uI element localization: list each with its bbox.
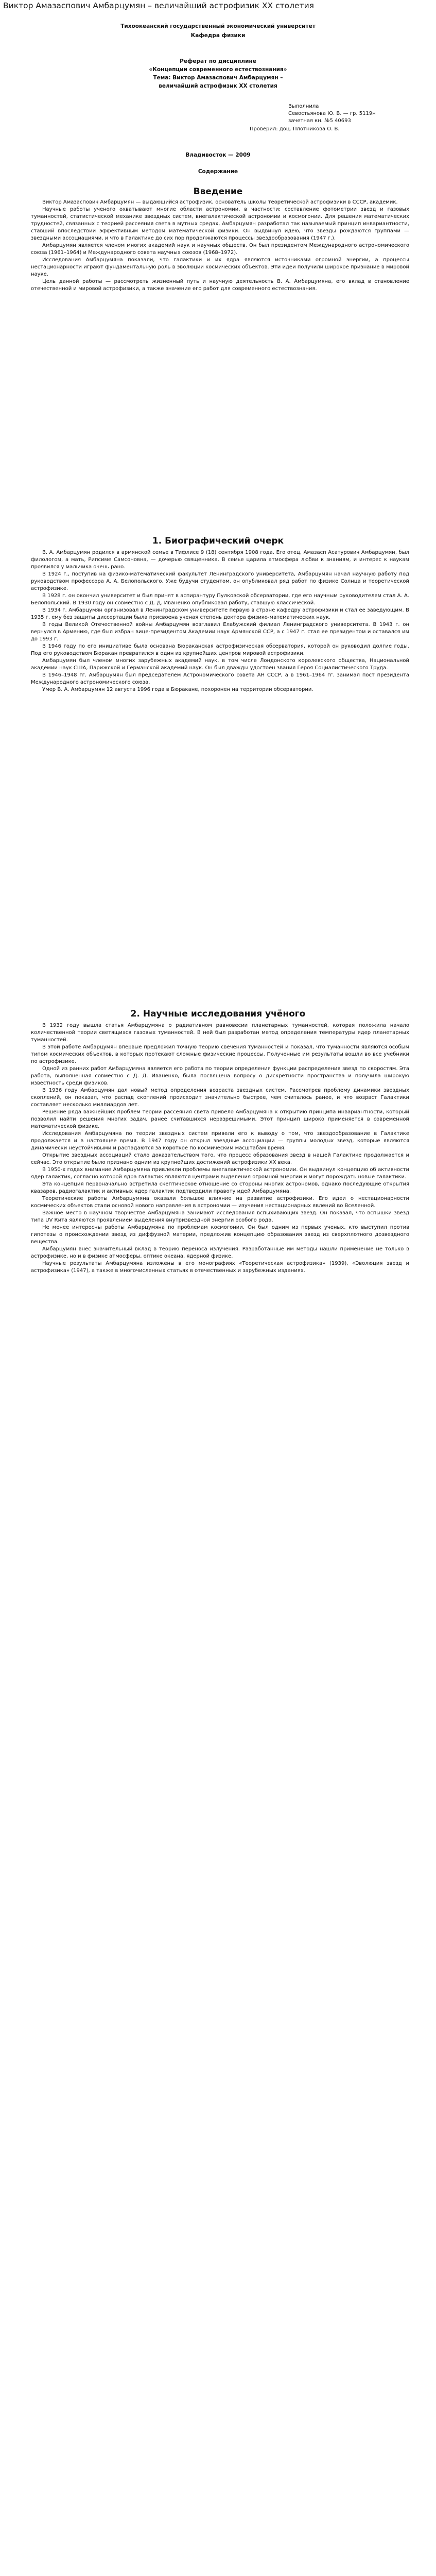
discipline-name: «Концепции современного естествознания» [149,66,287,73]
essay-label: Реферат по дисциплине [180,58,256,64]
toc-title: Содержание [198,168,238,175]
paragraph: Амбарцумян является членом многих академий наук и научных обществ. Он был президентом Международного астрономического союза (1961–1964) и Международного совета научных союзов (1968–1972). [31,243,409,256]
paragraph: Эта концепция первоначально встретила скептическое отношение со стороны многих астрономов, однако последующие открытия квазаров, радиогалактик и активных ядер галактик подтвердили правоту идей Амбарцумяна. [31,1181,409,1194]
topic-line-1: Тема: Виктор Амазаспович Амбарцумян – [153,75,283,81]
paragraph: В 1934 г. Амбарцумян организовал в Ленинградском университете первую в стране кафедру астрофизики и стал ее заведующим. В 1935 г. ему без защиты диссертации была присвоена ученая степень доктора физико-математических наук. [31,607,409,620]
paragraph: Решение ряда важнейших проблем теории рассеяния света привело Амбарцумяна к открытию принципа инвариантности, который позволил найти решения многих задач, ранее считавшихся неразрешимыми. Этот принцип широко применяется в современной математической физике. [31,1109,409,1129]
paragraph: Цель данной работы — рассмотреть жизненный путь и научную деятельность В. А. Амбарцумяна, его вклад в становление отечественной и мировой астрофизики, а также значение его работ для современного естествознания. [31,279,409,292]
checker-name: Проверил: доц. Плотникова О. В. [250,126,340,132]
section-body-bio [31,549,409,693]
paragraph: Не менее интересны работы Амбарцумяна по проблемам космогонии. Он был одним из первых ученых, кто выступил против гипотезы о происхождении звезд из диффузной материи, предложив концепцию образования звезд из сверхплотного дозвездного вещества. [31,1225,409,1245]
section-heading-intro: Введение [193,187,243,197]
author-header: Выполнила [288,104,319,109]
paragraph: В 1936 году Амбарцумян дал новый метод определения возраста звездных систем. Рассмотрев проблему динамики звездных скоплений, он показал, что распад скоплений происходит значительно быстрее, чем считалось ранее, и что возраст Галактики составляет несколько миллиардов лет. [31,1088,409,1108]
paragraph: Важное место в научном творчестве Амбарцумяна занимают исследования вспыхивающих звезд. Он показал, что вспышки звезд типа UV Кита являются проявлением выделения внутризвездной энергии особого рода. [31,1210,409,1223]
paragraph: В 1946–1948 гг. Амбарцумян был председателем Астрономического совета АН СССР, а в 1961–1964 гг. занимал пост президента Международного астрономического союза. [31,672,409,685]
paragraph: В. А. Амбарцумян родился в армянской семье в Тифлисе 9 (18) сентября 1908 года. Его отец, Амазасп Асатурович Амбарцумян, был филологом, а мать, Рипсиме Самсоновна, — дочерью священника. В семье царила атмосфера любви к знаниям, и интерес к наукам проявился у мальчика очень рано. [31,550,409,570]
paragraph: Научные результаты Амбарцумяна изложены в его монографиях «Теоретическая астрофизика» (1939), «Эволюция звезд и астрофизика» (1947), а также в многочисленных статьях в отечественных и зарубежных изданиях. [31,1261,409,1274]
section-body-research [31,1022,409,1275]
city-year: Владивосток — 2009 [185,152,251,158]
paragraph: Умер В. А. Амбарцумян 12 августа 1996 года в Бюракане, похоронен на территории обсерватории. [42,687,313,692]
paragraph: Амбарцумян внес значительный вклад в теорию переноса излучения. Разработанные им методы нашли применение не только в астрофизике, но и в физике атмосферы, оптике океана, ядерной физике. [31,1246,409,1259]
paragraph: Теоретические работы Амбарцумяна оказали большое влияние на развитие астрофизики. Его идеи о нестационарности космических объектов стали основой нового направления в астрономии — изучения нестационарных явлений во Вселенной. [31,1196,409,1209]
paragraph: В этой работе Амбарцумян впервые предложил точную теорию свечения туманностей и показал, что туманности являются особым типом космических объектов, в которых протекают сложные физические процессы. Полученные им результаты вошли во все учебники по астрофизике. [31,1044,409,1064]
topic-line-2: величайший астрофизик ХХ столетия [159,83,277,89]
paragraph: В 1950-х годах внимание Амбарцумяна привлекли проблемы внегалактической астрономии. Он выдвинул концепцию об активности ядер галактик, согласно которой ядра галактик являются центрами выделения огромной энергии и могут порождать новые галактики. [31,1167,409,1180]
paragraph: В 1928 г. он окончил университет и был принят в аспирантуру Пулковской обсерватории, где его научным руководителем стал А. А. Белопольский. В 1930 году он совместно с Д. Д. Иваненко опубликовал работу, ставшую классической. [31,593,409,606]
paragraph: Амбарцумян был членом многих зарубежных академий наук, в том числе Лондонского королевского общества, Национальной академии наук США, Парижской и Германской академий наук. Он был дважды удостоен звания Героя Социалистического Труда. [31,658,409,671]
paragraph: Исследования Амбарцумяна показали, что галактики и их ядра являются источниками огромной энергии, а процессы нестационарности играют фундаментальную роль в эволюции космических объектов. Эти идеи получили широкое признание в мировой науке. [31,257,409,277]
section-body-intro [31,199,409,293]
paragraph: В 1924 г., поступив на физико-математический факультет Ленинградского университета, Амбарцумян начал научную работу под руководством профессора А. А. Белопольского. Уже будучи студентом, он опубликовал ряд работ по физике Солнца и теоретической астрофизике. [31,571,409,591]
section-heading-research: 2. Научные исследования учёного [130,1009,306,1019]
document-title: Виктор Амазаспович Амбарцумян – величайший астрофизик ХХ столетия [3,1,314,10]
university-name: Тихоокеанский государственный экономический университет [120,23,316,29]
paragraph: Исследования Амбарцумяна по теории звездных систем привели его к выводу о том, что звездообразование в Галактике продолжается и в настоящее время. В 1947 году он открыл звездные ассоциации — группы молодых звезд, которые являются динамически неустойчивыми и распадаются за короткое по космическим масштабам время. [31,1131,409,1151]
section-heading-bio: 1. Биографический очерк [152,536,284,546]
paragraph: Научные работы ученого охватывают многие области астрономии, в частности: составление фотометрии звезд и газовых туманностей, статистической механике звездных систем, внегалактической астрономии и космогонии. Для решения математических трудностей, связанных с теорией рассеяния света в мутных средах, Амбарцумян разработал так называемый принцип инвариантности, ставший впоследствии эффективным методом математической физики. Он выдвинул идею, что звезды рождаются группами — звездными ассоциациями, и что в Галактике до сих пор продолжаются процессы звездообразования (1947 г.). [31,207,409,241]
paragraph: Одной из ранних работ Амбарцумяна является его работа по теории определения функции распределения звезд по скоростям. Эта работа, выполненная совместно с Д. Д. Иваненко, была посвящена вопросу о дискретности пространства и получила широкую известность среди физиков. [31,1066,409,1086]
author-line-2: зачетная кн. №5 40693 [288,118,351,124]
author-line-1: Севостьянова Ю. В. — гр. 5119н [288,111,376,116]
paragraph: В годы Великой Отечественной войны Амбарцумян возглавил Елабужский филиал Ленинградского университета. В 1943 г. он вернулся в Армению, где был избран вице-президентом Академии наук Армянской ССР, а с 1947 г. стал ее президентом и оставался им до 1993 г. [31,622,409,642]
department-name: Кафедра физики [190,32,246,39]
paragraph: Открытие звездных ассоциаций стало доказательством того, что процесс образования звезд в нашей Галактике продолжается и сейчас. Это открытие было признано одним из крупнейших достижений астрофизики ХХ века. [31,1153,409,1165]
paragraph: Виктор Амазаспович Амбарцумян — выдающийся астрофизик, основатель школы теоретической астрофизики в СССР, академик. [42,199,398,205]
paragraph: В 1946 году по его инициативе была основана Бюраканская астрофизическая обсерватория, которой он руководил долгие годы. Под его руководством Бюракан превратился в один из крупнейших центров мировой астрофизики. [31,643,409,656]
paragraph: В 1932 году вышла статья Амбарцумяна о радиативном равновесии планетарных туманностей, которая положила начало количественной теории светящихся газовых туманностей. В ней был разработан метод определения температуры ядер планетарных туманностей. [31,1023,409,1043]
